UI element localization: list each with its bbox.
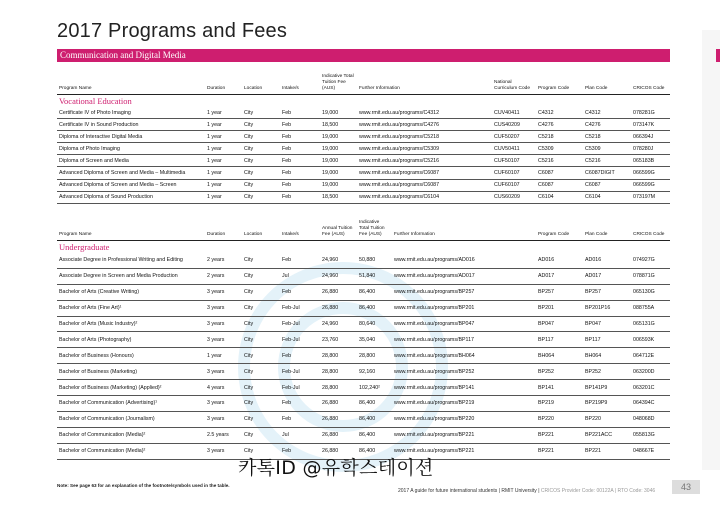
table-cell: City (242, 191, 280, 203)
program-name-cell: Bachelor of Communication (Journalism) (57, 411, 205, 427)
table-cell: 066599G (631, 179, 670, 191)
footer-codes: CRICOS Provider Code: 00122A | RTO Code: 3046 (540, 488, 656, 494)
table-row (57, 179, 670, 191)
table-cell: 3 years (205, 443, 242, 459)
table-cell: 055813G (631, 427, 670, 443)
table-cell: www.rmit.edu.au/programs/C5309 (357, 143, 492, 155)
table-cell: Feb-Jul (280, 332, 320, 348)
table-cell: BP047 (536, 316, 583, 332)
table-cell: 26,880 (320, 443, 357, 459)
table-cell: Jul (280, 268, 320, 284)
table-cell: www.rmit.edu.au/programs/BP257 (392, 284, 536, 300)
table-cell: www.rmit.edu.au/programs/C6104 (357, 191, 492, 203)
table-cell: BP201 (536, 300, 583, 316)
program-name-cell: Bachelor of Arts (Fine Art)¹ (57, 300, 205, 316)
table-cell: City (242, 143, 280, 155)
table-cell: 51,840 (357, 268, 392, 284)
overlay-watermark-text: 카톡ID @유학스테이션 (238, 457, 434, 479)
table-cell: City (242, 155, 280, 167)
section-header: Communication and Digital Media (57, 49, 670, 62)
table-cell: 048068D (631, 411, 670, 427)
table-cell: Feb (280, 191, 320, 203)
table-cell: 048667E (631, 443, 670, 459)
column-header: Intake/s (282, 232, 299, 237)
table-cell: www.rmit.edu.au/programs/C6087 (357, 179, 492, 191)
table-cell: CUV50411 (492, 143, 536, 155)
table-cell: CUF50107 (492, 155, 536, 167)
table-row (57, 411, 670, 427)
table-cell: C6104 (583, 191, 631, 203)
table-cell: www.rmit.edu.au/programs/BP219 (392, 396, 536, 412)
table-cell: 066599G (631, 167, 670, 179)
table-cell: C5216 (536, 155, 583, 167)
table-cell: Feb (280, 179, 320, 191)
table-cell: City (242, 411, 280, 427)
footer-guide: 2017 A guide for future international students (398, 488, 498, 494)
table-row (57, 316, 670, 332)
vocational-header-row (57, 66, 670, 94)
program-name-cell: Bachelor of Communication (Media)² (57, 443, 205, 459)
table-cell: www.rmit.edu.au/programs/C4276 (357, 119, 492, 131)
table-cell: 1 year (205, 348, 242, 364)
table-cell: www.rmit.edu.au/programs/AD016 (392, 253, 536, 268)
table-cell: 86,400 (357, 396, 392, 412)
column-header: Program Name (59, 232, 92, 237)
table-row (57, 107, 670, 119)
table-cell: C4276 (536, 119, 583, 131)
table-cell: 26,880 (320, 411, 357, 427)
table-cell: City (242, 253, 280, 268)
table-cell: Jul (280, 427, 320, 443)
table-cell: Feb (280, 396, 320, 412)
table-cell: BP117 (583, 332, 631, 348)
table-cell: 28,800 (320, 364, 357, 380)
program-name-cell: Certificate IV in Sound Production (57, 119, 205, 131)
table-cell: C6087 (536, 179, 583, 191)
table-cell: www.rmit.edu.au/programs/BH064 (392, 348, 536, 364)
table-row (57, 268, 670, 284)
column-header: Program Code (538, 232, 570, 237)
table-cell: 19,000 (320, 131, 357, 143)
table-cell: BH064 (583, 348, 631, 364)
table-cell: Feb-Jul (280, 316, 320, 332)
table-cell: City (242, 332, 280, 348)
vocational-table (57, 66, 670, 204)
table-cell: City (242, 179, 280, 191)
table-cell: 24,960 (320, 253, 357, 268)
table-cell: 28,800 (320, 380, 357, 396)
table-cell: C4276 (583, 119, 631, 131)
table-cell: 26,880 (320, 427, 357, 443)
table-cell: BP220 (583, 411, 631, 427)
table-cell: CUS40209 (492, 119, 536, 131)
table-cell: 28,800 (357, 348, 392, 364)
table-cell: BP201P16 (583, 300, 631, 316)
table-cell: BP257 (583, 284, 631, 300)
table-cell: 073197M (631, 191, 670, 203)
column-header: Intake/s (282, 86, 299, 91)
footer: 2017 A guide for future international students | RMIT University | CRICOS Provider Code: 00122A | RTO Code: 3046 (398, 488, 656, 494)
program-name-cell: Certificate IV of Photo Imaging (57, 107, 205, 119)
table-cell: www.rmit.edu.au/programs/C5216 (357, 155, 492, 167)
column-header: Further Information (394, 232, 435, 237)
table-cell: 26,880 (320, 396, 357, 412)
footnote: Note: See page 63 for an explanation of the footnote/symbols used in the table. (57, 483, 230, 488)
table-cell: 1 year (205, 167, 242, 179)
table-row (57, 191, 670, 203)
table-cell: 19,000 (320, 155, 357, 167)
table-cell: 1 year (205, 191, 242, 203)
table-row (57, 143, 670, 155)
table-cell: 28,800 (320, 348, 357, 364)
table-cell: 065131G (631, 316, 670, 332)
table-cell: 064712E (631, 348, 670, 364)
table-cell: BP221 (536, 443, 583, 459)
table-cell: 074927G (631, 253, 670, 268)
table-cell: Feb (280, 119, 320, 131)
table-cell: C4312 (536, 107, 583, 119)
table-cell: 102,240² (357, 380, 392, 396)
table-cell: AD016 (536, 253, 583, 268)
table-cell: Feb (280, 411, 320, 427)
table-cell: 2 years (205, 268, 242, 284)
table-cell: 078281G (631, 107, 670, 119)
table-row (57, 300, 670, 316)
table-cell: BP252 (583, 364, 631, 380)
table-cell: 3 years (205, 316, 242, 332)
table-cell: City (242, 427, 280, 443)
table-cell: C5218 (583, 131, 631, 143)
table-cell: CUF60107 (492, 179, 536, 191)
table-cell: AD017 (536, 268, 583, 284)
table-cell: www.rmit.edu.au/programs/BP221 (392, 427, 536, 443)
table-cell: BP219 (536, 396, 583, 412)
table-cell: www.rmit.edu.au/programs/BP141 (392, 380, 536, 396)
column-header: Indicative Total Tuition Fee (AUS) (322, 74, 354, 91)
program-name-cell: Advanced Diploma of Screen and Media – Multimedia (57, 167, 205, 179)
table-row (57, 332, 670, 348)
table-cell: City (242, 107, 280, 119)
program-name-cell: Associate Degree in Professional Writing and Editing (57, 253, 205, 268)
table-cell: CUF60107 (492, 167, 536, 179)
table-cell: www.rmit.edu.au/programs/BP201 (392, 300, 536, 316)
table-cell: 1 year (205, 179, 242, 191)
accent-edge (716, 49, 720, 62)
table-cell: BP220 (536, 411, 583, 427)
table-cell: AD016 (583, 253, 631, 268)
table-cell: BP141P9 (583, 380, 631, 396)
table-cell: Feb (280, 348, 320, 364)
table-cell: 35,040 (357, 332, 392, 348)
program-name-cell: Bachelor of Business (Marketing) (Applied)² (57, 380, 205, 396)
table-cell: Feb (280, 167, 320, 179)
table-row (57, 155, 670, 167)
table-cell: C6087 (583, 179, 631, 191)
column-header: CRICOS Code (633, 232, 665, 237)
table-cell: 86,400 (357, 443, 392, 459)
table-row (57, 427, 670, 443)
column-header: CRICOS Code (633, 86, 665, 91)
table-cell: 064394C (631, 396, 670, 412)
table-row (57, 253, 670, 268)
column-header: Program Code (538, 86, 570, 91)
table-cell: Feb-Jul (280, 300, 320, 316)
table-cell: 066394J (631, 131, 670, 143)
column-header: Program Name (59, 86, 92, 91)
table-cell: C6087 (536, 167, 583, 179)
table-cell: 078280J (631, 143, 670, 155)
table-cell: City (242, 380, 280, 396)
footer-university: RMIT University (501, 488, 537, 494)
table-cell: 078871G (631, 268, 670, 284)
table-cell: 26,880 (320, 284, 357, 300)
program-name-cell: Diploma of Screen and Media (57, 155, 205, 167)
column-header: Further Information (359, 86, 400, 91)
table-cell: CUV40411 (492, 107, 536, 119)
table-row (57, 167, 670, 179)
table-cell: 1 year (205, 119, 242, 131)
table-cell: AD017 (583, 268, 631, 284)
table-cell: 1 year (205, 155, 242, 167)
table-cell: 19,000 (320, 143, 357, 155)
table-cell: www.rmit.edu.au/programs/AD017 (392, 268, 536, 284)
page-title: 2017 Programs and Fees (57, 20, 288, 42)
table-cell: 86,400 (357, 300, 392, 316)
table-cell: Feb (280, 143, 320, 155)
table-cell: 86,400 (357, 284, 392, 300)
table-cell: 2 years (205, 253, 242, 268)
table-cell: www.rmit.edu.au/programs/BP221 (392, 443, 536, 459)
column-header: Plan Code (585, 86, 608, 91)
column-header: Location (244, 232, 263, 237)
undergraduate-table (57, 212, 670, 460)
table-cell: City (242, 443, 280, 459)
table-cell: 80,640 (357, 316, 392, 332)
program-name-cell: Bachelor of Arts (Music Industry)² (57, 316, 205, 332)
program-name-cell: Diploma of Photo Imaging (57, 143, 205, 155)
table-cell: City (242, 364, 280, 380)
table-cell: 063200D (631, 364, 670, 380)
table-cell: 3 years (205, 364, 242, 380)
table-cell: 2.5 years (205, 427, 242, 443)
table-cell: 24,960 (320, 316, 357, 332)
table-cell: www.rmit.edu.au/programs/BP252 (392, 364, 536, 380)
table-row (57, 119, 670, 131)
table-cell: City (242, 396, 280, 412)
table-cell: Feb-Jul (280, 364, 320, 380)
table-cell: City (242, 268, 280, 284)
table-cell: www.rmit.edu.au/programs/BP117 (392, 332, 536, 348)
table-cell: BP257 (536, 284, 583, 300)
table-cell: C5218 (536, 131, 583, 143)
table-row (57, 380, 670, 396)
table-cell: 86,400 (357, 411, 392, 427)
table-cell: BP219P9 (583, 396, 631, 412)
column-header: Duration (207, 232, 226, 237)
table-cell: www.rmit.edu.au/programs/C4312 (357, 107, 492, 119)
table-cell: www.rmit.edu.au/programs/BP047 (392, 316, 536, 332)
table-row (57, 284, 670, 300)
table-cell: 1 year (205, 107, 242, 119)
table-cell: Feb-Jul (280, 380, 320, 396)
table-cell: 1 year (205, 131, 242, 143)
table-cell: 92,160 (357, 364, 392, 380)
column-header: Duration (207, 86, 226, 91)
table-row (57, 364, 670, 380)
table-cell: CUF50207 (492, 131, 536, 143)
table-cell: City (242, 348, 280, 364)
table-cell: C5309 (583, 143, 631, 155)
table-row (57, 131, 670, 143)
table-cell: City (242, 119, 280, 131)
column-header: Plan Code (585, 232, 608, 237)
table-cell: City (242, 316, 280, 332)
undergraduate-header-row (57, 212, 670, 240)
vocational-group-label: Vocational Education (59, 96, 132, 106)
table-cell: C5216 (583, 155, 631, 167)
program-name-cell: Bachelor of Communication (Advertising)¹ (57, 396, 205, 412)
program-name-cell: Advanced Diploma of Screen and Media – Screen (57, 179, 205, 191)
table-cell: City (242, 131, 280, 143)
table-cell: City (242, 300, 280, 316)
table-cell: 073147K (631, 119, 670, 131)
table-cell: 3 years (205, 284, 242, 300)
table-cell: BP221 (583, 443, 631, 459)
table-cell: Feb (280, 131, 320, 143)
page-number: 43 (672, 480, 700, 494)
table-cell: 065130G (631, 284, 670, 300)
table-cell: 3 years (205, 332, 242, 348)
table-cell: 50,880 (357, 253, 392, 268)
table-cell: www.rmit.edu.au/programs/BP220 (392, 411, 536, 427)
right-margin-stripe (702, 30, 720, 470)
table-cell: 26,880 (320, 300, 357, 316)
table-cell: 18,500 (320, 191, 357, 203)
table-cell: 063201C (631, 380, 670, 396)
column-header: Location (244, 86, 263, 91)
table-cell: 19,000 (320, 179, 357, 191)
table-cell: Feb (280, 155, 320, 167)
table-cell: City (242, 284, 280, 300)
table-cell: BH064 (536, 348, 583, 364)
program-name-cell: Bachelor of Arts (Creative Writing) (57, 284, 205, 300)
table-cell: 18,500 (320, 119, 357, 131)
table-cell: C5309 (536, 143, 583, 155)
table-cell: 19,000 (320, 107, 357, 119)
program-name-cell: Associate Degree in Screen and Media Production (57, 268, 205, 284)
table-cell: C4312 (583, 107, 631, 119)
column-header: Annual Tuition Fee (AUS) (322, 226, 353, 237)
column-header: Indicative Total Tuition Fee (AUS) (359, 220, 385, 237)
table-cell: 4 years (205, 380, 242, 396)
table-cell: Feb (280, 107, 320, 119)
program-name-cell: Advanced Diploma of Sound Production (57, 191, 205, 203)
program-name-cell: Bachelor of Communication (Media)² (57, 427, 205, 443)
table-cell: C6087DIGIT (583, 167, 631, 179)
table-cell: BP141 (536, 380, 583, 396)
table-cell: 3 years (205, 411, 242, 427)
program-name-cell: Bachelor of Arts (Photography) (57, 332, 205, 348)
table-cell: 065183B (631, 155, 670, 167)
table-cell: 19,000 (320, 167, 357, 179)
table-cell: 006593K (631, 332, 670, 348)
table-cell: Feb (280, 253, 320, 268)
table-cell: BP252 (536, 364, 583, 380)
table-cell: BP221ACC (583, 427, 631, 443)
table-cell: 86,400 (357, 427, 392, 443)
table-cell: CUS60209 (492, 191, 536, 203)
table-cell: 088755A (631, 300, 670, 316)
table-cell: 1 year (205, 143, 242, 155)
table-cell: 23,760 (320, 332, 357, 348)
table-row (57, 396, 670, 412)
table-cell: 3 years (205, 300, 242, 316)
table-row (57, 348, 670, 364)
table-cell: www.rmit.edu.au/programs/C5218 (357, 131, 492, 143)
table-cell: 24,960 (320, 268, 357, 284)
table-cell: Feb (280, 284, 320, 300)
table-cell: BP047 (583, 316, 631, 332)
column-header: National Curriculum Code (494, 80, 530, 91)
table-cell: C6104 (536, 191, 583, 203)
undergraduate-group-label: Undergraduate (59, 242, 110, 252)
table-cell: Feb (280, 443, 320, 459)
table-cell: 3 years (205, 396, 242, 412)
table-cell: City (242, 167, 280, 179)
table-cell: BP221 (536, 427, 583, 443)
program-name-cell: Diploma of Interactive Digital Media (57, 131, 205, 143)
program-name-cell: Bachelor of Business (Honours) (57, 348, 205, 364)
table-cell: BP117 (536, 332, 583, 348)
program-name-cell: Bachelor of Business (Marketing) (57, 364, 205, 380)
table-cell: www.rmit.edu.au/programs/C6087 (357, 167, 492, 179)
